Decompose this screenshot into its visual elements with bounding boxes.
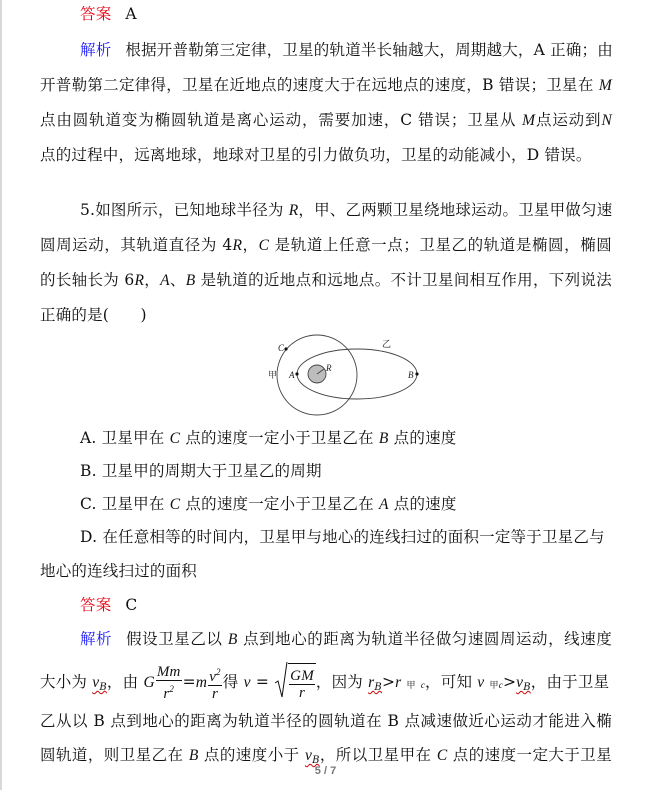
- option-a: A. 卫星甲在 C 点的速度一定小于卫星乙在 B 点的速度: [80, 429, 457, 447]
- answer-label: 答案: [80, 5, 112, 23]
- q5-analysis-line-4: 圆轨道，则卫星乙在 B 点的速度小于 $v_B$，所以卫星甲在 C 点的速度一定大于卫星: [40, 746, 612, 766]
- q4-analysis-line-3: 点由圆轨道变为椭圆轨道是离心运动，需要加速，C 错误；卫星从 M点运动到N: [40, 111, 612, 129]
- q5-analysis-line-3: 乙从以 B 点到地心的距离为轨道半径的圆轨道在 B 点减速做近心运动才能进入椭: [40, 712, 612, 730]
- sqrt-sign-icon: [274, 661, 288, 699]
- q4-analysis-line-2: 开普勒第二定律得，卫星在近地点的速度大于在远地点的速度，B 错误；卫星在 M: [40, 76, 612, 94]
- q4-answer: [40, 4, 612, 24]
- q5-stem-line-4: 正确的是( ): [40, 306, 147, 324]
- label-jia: 甲: [268, 370, 278, 380]
- analysis-label: 解析: [80, 630, 113, 648]
- label-yi: 乙: [382, 339, 392, 349]
- answer-label: 答案: [80, 596, 112, 614]
- analysis-label: 解析: [80, 41, 112, 59]
- q4-analysis-line-1: 解析 根据开普勒第三定律，卫星的轨道半长轴越大，周期越大，A 正确；由: [80, 41, 613, 59]
- fraction-v2-r: $\frac{v^2}{r}$: [208, 664, 222, 702]
- page-number: 5 / 7: [314, 765, 337, 777]
- option-d: D. 在任意相等的时间内，卫星甲与地心的连线扫过的面积一定等于卫星乙与: [80, 528, 605, 546]
- q5-answer: [40, 595, 612, 615]
- page-left-border: [0, 0, 2, 790]
- q5-stem-line-3: 的长轴长为 6R，A、B 是轨道的近地点和远地点。不计卫星间相互作用，下列说法: [40, 271, 612, 289]
- label-C: C: [278, 343, 285, 353]
- label-R: R: [326, 363, 332, 373]
- q5-analysis-line-1: 解析 假设卫星乙以 B 点到地心的距离为轨道半径做匀速圆周运动，线速度: [80, 630, 612, 648]
- answer-value: A: [125, 5, 137, 23]
- q5-stem-line-1: 5.如图所示，已知地球半径为 R，甲、乙两颗卫星绕地球运动。卫星甲做匀速: [80, 201, 613, 219]
- option-d-cont: 地心的连线扫过的面积: [40, 562, 198, 580]
- option-b: B. 卫星甲的周期大于卫星乙的周期: [80, 462, 322, 480]
- orbit-diagram-svg: [212, 328, 432, 418]
- q5-stem-line-2: 圆周运动，其轨道直径为 4R，C 是轨道上任意一点；卫星乙的轨道是椭圆，椭圆: [40, 236, 612, 254]
- label-B: B: [408, 370, 414, 380]
- q4-analysis-line-4: 点的过程中，远离地球，地球对卫星的引力做负功，卫星的动能减小，D 错误。: [40, 146, 592, 164]
- sqrt-GM-over-r: $\frac{GM}{r}$: [274, 663, 316, 704]
- orbit-diagram: [212, 328, 432, 422]
- q5-analysis-line-2: 大小为 $v_B$，由 G $\frac{Mm}{r^2}$ =m $\frac{v^2}{r}$ 得 v = $\frac{GM}{r}$ ，因为 $r_B>r$ 甲 c，可知 v 甲$c>v_B$，由于卫星: [40, 662, 612, 702]
- fraction-Mm-r2: $\frac{Mm}{r^2}$: [156, 664, 181, 702]
- label-A: A: [289, 370, 295, 380]
- answer-value: C: [125, 596, 138, 614]
- option-c: C. 卫星甲在 C 点的速度一定小于卫星乙在 A 点的速度: [80, 495, 457, 513]
